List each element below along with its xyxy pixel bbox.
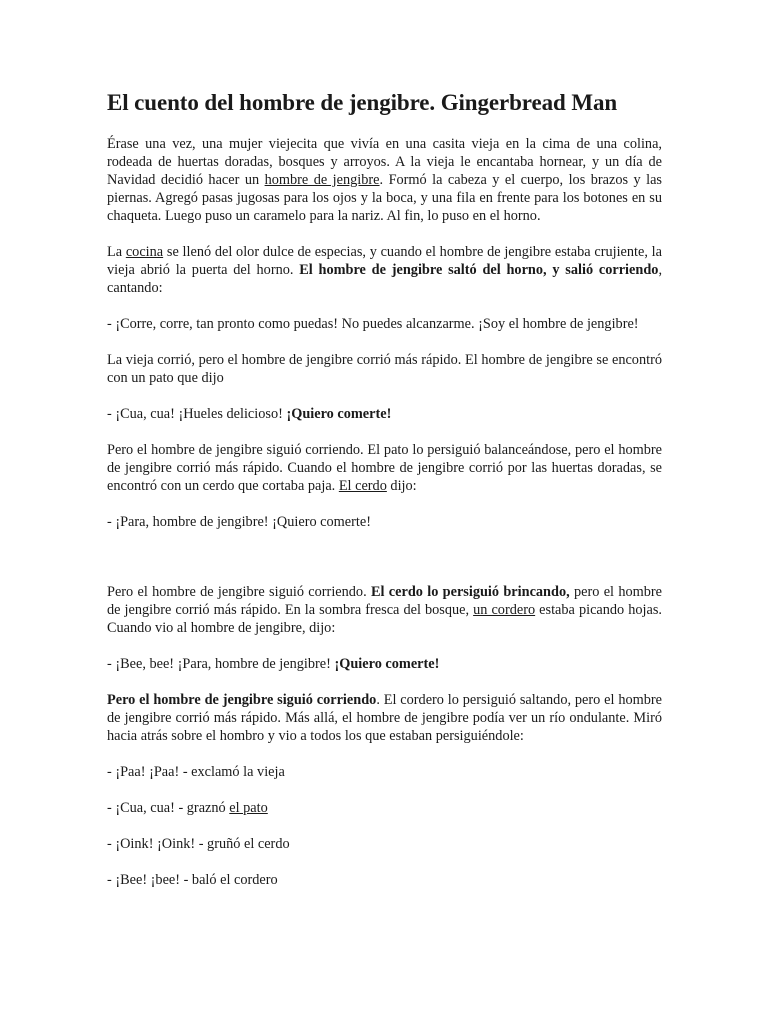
paragraph-6: [107, 441, 662, 495]
paragraph-5-bold: ¡Quiero comerte!: [286, 406, 392, 422]
page-title: El cuento del hombre de jengibre. Gingerbread Man: [107, 90, 618, 115]
paragraph-12-text: - ¡Cua, cua! - graznó: [107, 800, 230, 816]
cocina-link[interactable]: cocina: [125, 244, 164, 260]
paragraph-4: La vieja corrió, pero el hombre de jengibre corrió más rápido. El hombre de jengibre se encontró con un pato que dijo: [107, 352, 662, 386]
paragraph-8-text-c: estaba picando hojas. Cuando vio al hombre de jengibre, dijo:: [107, 602, 663, 636]
paragraph-10-text: . El cordero lo persiguió saltando, pero el hombre de jengibre corrió más rápido. Más allá, el hombre de jengibre podía ver un río ondulante. Miró hacia atrás sobre el hombro y vio a todos los que estaban persiguiéndole:: [107, 692, 663, 744]
paragraph-2: [107, 243, 662, 297]
un-cordero-link[interactable]: un cordero: [473, 602, 536, 618]
paragraph-1-text-b: . Formó la cabeza y el cuerpo, los brazos y las piernas. Agregó pasas jugosas para los ojos y la boca, y una fila en frente para los botones en su chaqueta. Luego puso un caramelo para la nariz. Al fin, lo puso en el horno.: [107, 172, 662, 224]
paragraph-13: - ¡Oink! ¡Oink! - gruñó el cerdo: [107, 836, 290, 852]
paragraph-2-text-b: se llenó del olor dulce de especias, y cuando el hombre de jengibre estaba crujiente, la vieja abrió la puerta del horno.: [107, 244, 662, 278]
paragraph-1-text-a: Érase una vez, una mujer viejecita que vivía en una casita vieja en la cima de una colina, rodeada de huertas doradas, bosques y arroyos. A la vieja le encantaba hornear, y un día de Navidad decidió hacer un: [107, 136, 662, 188]
paragraph-10-bold: Pero el hombre de jengibre siguió corriendo: [107, 692, 377, 708]
paragraph-12: [107, 799, 662, 817]
paragraph-5: [107, 405, 662, 423]
el-cerdo-link[interactable]: El cerdo: [338, 478, 387, 494]
paragraph-8-bold: El cerdo lo persiguió brincando,: [370, 584, 570, 600]
paragraph-8-text-b: pero el hombre de jengibre corrió más rápido. En la sombra fresca del bosque,: [107, 584, 662, 618]
paragraph-10: [107, 691, 662, 745]
hombre-de-jengibre-link[interactable]: hombre de jengibre: [264, 172, 380, 188]
paragraph-9-bold: ¡Quiero comerte!: [334, 656, 440, 672]
paragraph-2-text-c: , cantando:: [107, 262, 663, 296]
paragraph-2-bold: El hombre de jengibre saltó del horno, y salió corriendo: [299, 262, 659, 278]
paragraph-1: [107, 135, 662, 225]
paragraph-8: [107, 583, 662, 637]
paragraph-14: - ¡Bee! ¡bee! - baló el cordero: [107, 872, 278, 888]
paragraph-3: - ¡Corre, corre, tan pronto como puedas! No puedes alcanzarme. ¡Soy el hombre de jengibre!: [107, 316, 639, 332]
el-pato-link[interactable]: el pato: [229, 800, 268, 816]
paragraph-9: [107, 655, 662, 673]
paragraph-9-text: - ¡Bee, bee! ¡Para, hombre de jengibre!: [107, 656, 335, 672]
paragraph-11: - ¡Paa! ¡Paa! - exclamó la vieja: [107, 764, 285, 780]
paragraph-2-text-a: La: [107, 244, 126, 260]
story-body: [107, 135, 662, 889]
paragraph-8-text-a: Pero el hombre de jengibre siguió corriendo.: [107, 584, 371, 600]
paragraph-6-text-b: dijo:: [386, 478, 417, 494]
paragraph-7: - ¡Para, hombre de jengibre! ¡Quiero comerte!: [107, 514, 371, 530]
paragraph-6-text-a: Pero el hombre de jengibre siguió corriendo. El pato lo persiguió balanceándose, pero el hombre de jengibre corrió más rápido. Cuando el hombre de jengibre corrió por las huertas doradas, se encontró con un cerdo que cortaba paja.: [107, 442, 662, 494]
paragraph-5-text: - ¡Cua, cua! ¡Hueles delicioso!: [107, 406, 287, 422]
